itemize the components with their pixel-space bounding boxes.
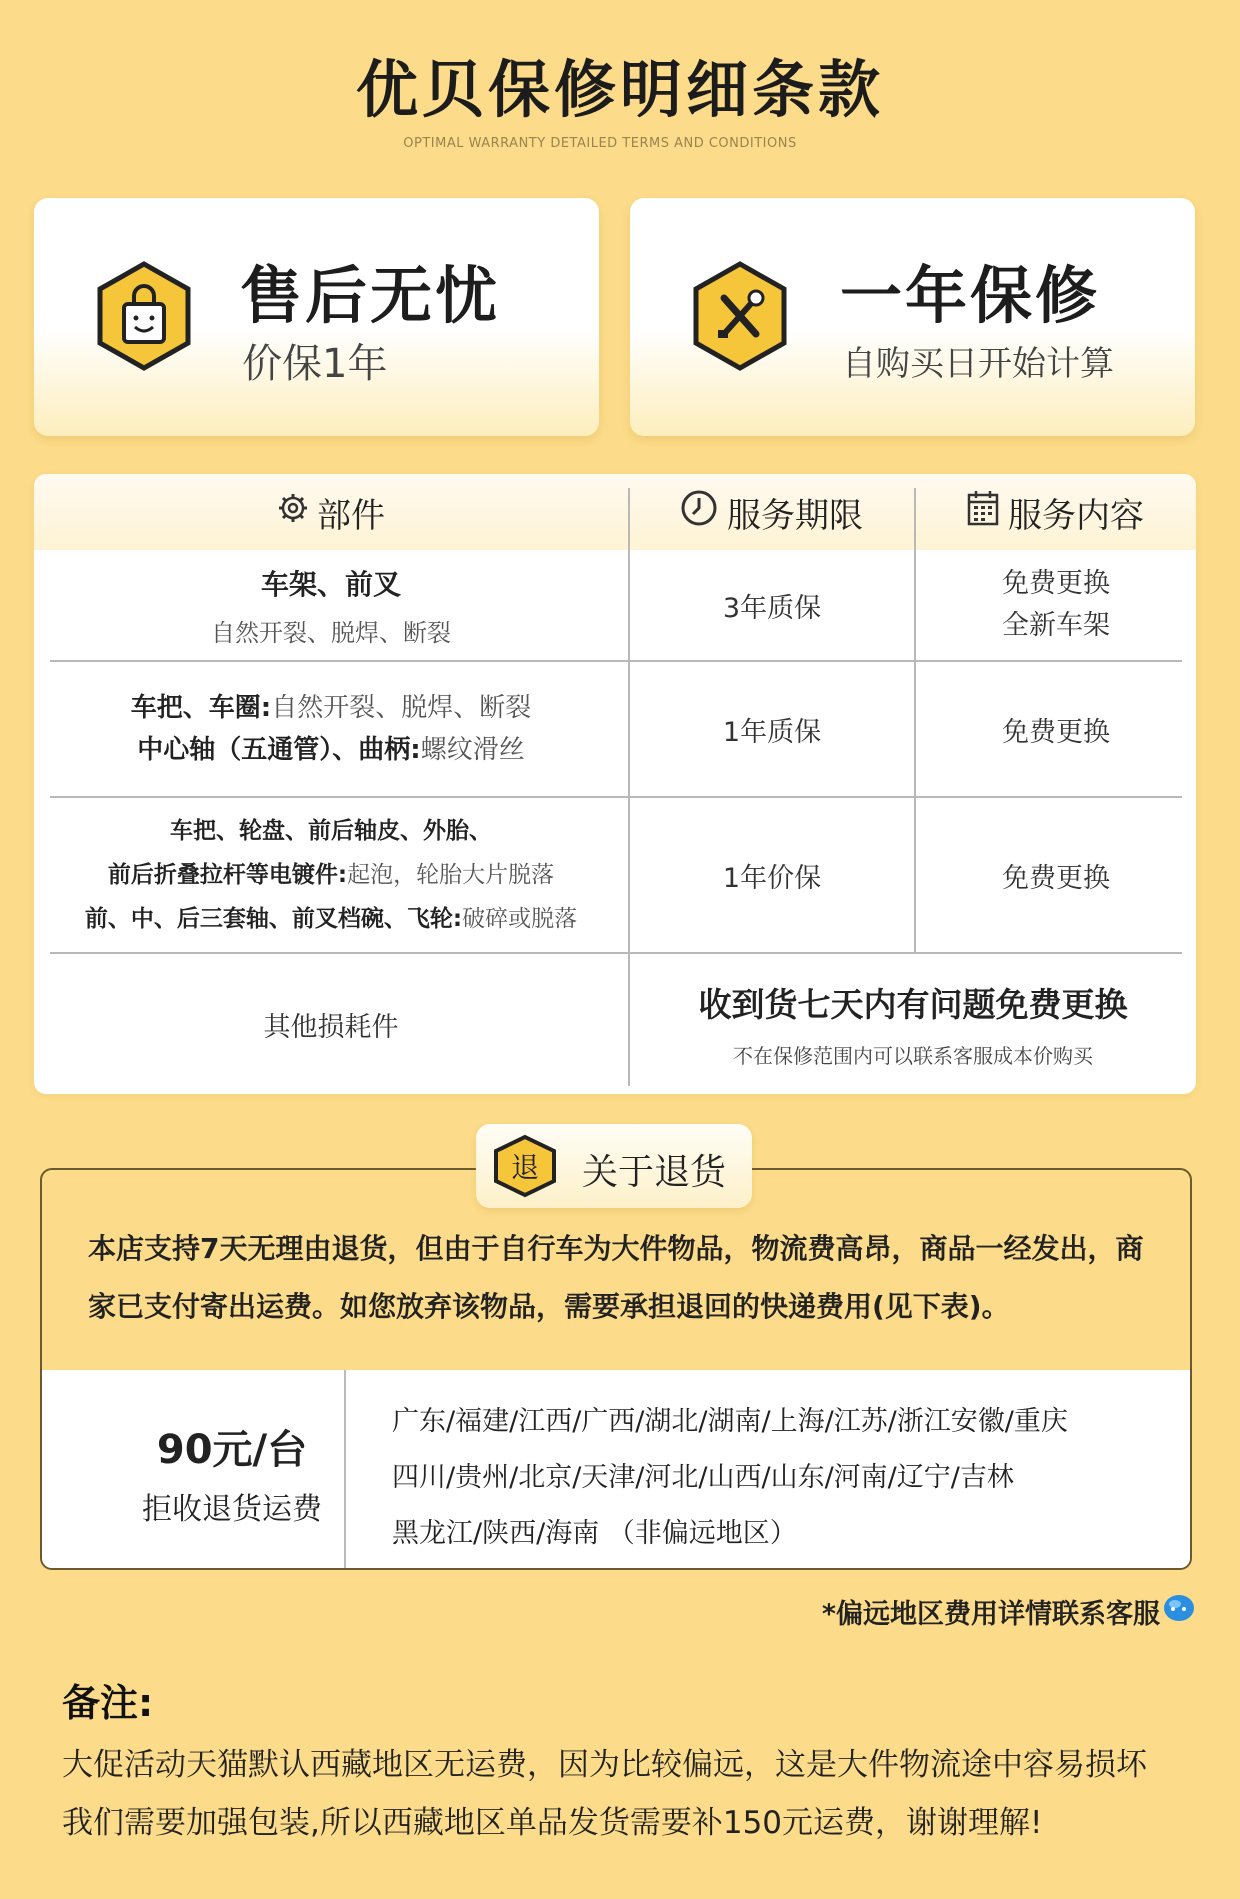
- part-description: 自然开裂、脱焊、断裂: [271, 693, 532, 723]
- card-subtitle: 自购买日开始计算: [842, 344, 1114, 384]
- period-cell: 1年价保: [722, 862, 822, 894]
- content-cell: [916, 550, 1196, 660]
- region-line: 四川/贵州/北京/天津/河北/山西/山东/河南/辽宁/吉林: [392, 1462, 1014, 1493]
- return-icon: [490, 1134, 560, 1202]
- page-subtitle: OPTIMAL WARRANTY DETAILED TERMS AND CONDITIONS: [403, 136, 797, 151]
- customer-service-icon[interactable]: [1162, 1592, 1196, 1628]
- part-title: 车把、轮盘、前后轴皮、外胎、: [170, 818, 492, 844]
- part-description: 破碎或脱落: [462, 906, 578, 932]
- part-description: 螺纹滑丝: [420, 735, 525, 765]
- period-cell: 1年质保: [722, 716, 822, 748]
- gear-icon: [277, 492, 317, 533]
- notice-subtitle: 不在保修范围内可以联系客服成本价购买: [733, 1044, 1093, 1068]
- part-title: 前、中、后三套轴、前叉档碗、飞轮:: [84, 906, 463, 932]
- content-cell: 免费更换: [1002, 716, 1110, 748]
- notice-title: 收到货七天内有问题免费更换: [698, 985, 1128, 1024]
- notes-body: [62, 1736, 1202, 1852]
- region-list: [392, 1394, 1182, 1562]
- notice-cell: [630, 954, 1196, 1094]
- card-subtitle: 价保1年: [242, 341, 388, 387]
- clock-icon: [679, 488, 727, 537]
- fee-label: 拒收退货运费: [142, 1492, 322, 1527]
- header-part-label: 部件: [317, 495, 385, 536]
- tools-icon: [690, 260, 790, 376]
- table-row: [34, 798, 628, 952]
- header-period: [628, 490, 914, 534]
- warranty-table: [34, 474, 1196, 1094]
- part-title: 其他损耗件: [263, 1011, 399, 1043]
- header-period-label: 服务期限: [727, 495, 863, 536]
- calendar-icon: [966, 489, 1008, 536]
- part-description: 起泡，轮胎大片脱落: [347, 862, 555, 888]
- card-title: 一年保修: [840, 259, 1101, 332]
- period-cell: 3年质保: [722, 592, 822, 624]
- page-title: 优贝保修明细条款: [355, 53, 884, 126]
- region-line: 黑龙江/陕西/海南 （非偏远地区）: [392, 1518, 797, 1549]
- return-policy-text: 本店支持7天无理由退货，但由于自行车为大件物品，物流费高昂，商品一经发出，商家已支付寄出运费。如您放弃该物品，需要承担退回的快递费用(见下表)。: [88, 1232, 1144, 1323]
- part-title: 前后折叠拉杆等电镀件:: [107, 862, 348, 888]
- header-content-label: 服务内容: [1008, 495, 1144, 536]
- content-cell: 免费更换: [1002, 862, 1110, 894]
- part-title: 中心轴（五通管）、曲柄:: [137, 735, 421, 765]
- return-policy-box: [40, 1168, 1192, 1570]
- header-content: [914, 490, 1196, 534]
- card-title: 售后无忧: [240, 259, 501, 332]
- divider: [344, 1370, 346, 1568]
- fee-price: 90元/台: [156, 1427, 308, 1473]
- notes-title: 备注:: [62, 1681, 154, 1725]
- notes-line: 我们需要加强包装,所以西藏地区单品发货需要补150元运费，谢谢理解!: [62, 1805, 1043, 1841]
- part-title: 车把、车圈:: [130, 693, 272, 723]
- region-line: 广东/福建/江西/广西/湖北/湖南/上海/江苏/浙江安徽/重庆: [392, 1406, 1068, 1437]
- warranty-card: [630, 198, 1195, 436]
- shopping-bag-smile-icon: [94, 260, 194, 376]
- table-row: [34, 550, 628, 660]
- svg-text:退: 退: [510, 1151, 540, 1184]
- remote-area-note: *偏远地区费用详情联系客服: [821, 1599, 1160, 1630]
- header-part: [34, 490, 628, 534]
- return-fee-table: [42, 1370, 1190, 1568]
- table-row: [34, 662, 628, 796]
- after-sales-card: [34, 198, 599, 436]
- part-description: 自然开裂、脱焊、断裂: [211, 618, 451, 647]
- return-section-badge: [476, 1124, 752, 1208]
- return-section-title: 关于退货: [582, 1152, 727, 1193]
- part-title: 车架、前叉: [260, 567, 401, 601]
- notes-line: 大促活动天猫默认西藏地区无运费，因为比较偏远，这是大件物流途中容易损坏: [62, 1747, 1147, 1783]
- content-line: 全新车架: [1002, 610, 1110, 641]
- content-line: 免费更换: [1002, 568, 1110, 599]
